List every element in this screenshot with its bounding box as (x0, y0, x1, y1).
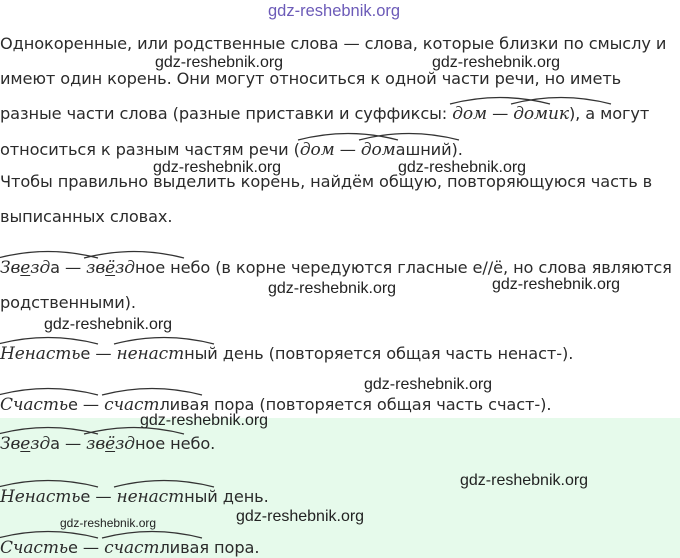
watermark: gdz-reshebnik.org (460, 472, 589, 489)
root-arc-word: звёзд (86, 258, 135, 278)
watermark: gdz-reshebnik.org (398, 159, 527, 176)
example-zvezda: Звезда — звёздное небо (в корне чередуются гласные е//ё, но слова являются (0, 258, 672, 278)
root-arc-word: Счасть (0, 395, 68, 415)
watermark: gdz-reshebnik.org (492, 276, 621, 293)
watermark: gdz-reshebnik.org (236, 508, 365, 525)
root-arc-word: Ненасть (0, 487, 80, 507)
root-arc-word: счаст (104, 538, 159, 558)
example-zvezda-line-2: родственными). (0, 293, 136, 312)
example-nenastye: Ненастье — ненастный день (повторяется общая часть ненаст-). (0, 344, 573, 364)
example-schastye: Счастье — счастливая пора (повторяется общая часть счаст-). (0, 395, 551, 415)
intro-line-1: Однокоренные, или родственные слова — слова, которые близки по смыслу и (0, 34, 667, 53)
root-arc-word: Звезд (0, 258, 50, 278)
root-arc-word: ненаст (116, 487, 184, 507)
intro-line-6: выписанных словах. (0, 207, 173, 226)
watermark: gdz-reshebnik.org (364, 376, 493, 393)
root-arc-word: дом (513, 104, 548, 124)
root-arc-word: дом (452, 104, 487, 124)
answer-schastye: Счастье — счастливая пора. (0, 538, 259, 558)
intro-line-5: Чтобы правильно выделить корень, найдём общую, повторяющуюся часть в (0, 172, 653, 191)
answer-nenastye: Ненастье — ненастный день. (0, 487, 269, 507)
watermark: gdz-reshebnik.org (44, 316, 173, 333)
intro-line-3: разные части слова (разные приставки и суффиксы: дом — домик), а могут (0, 104, 649, 124)
watermark: gdz-reshebnik.org (140, 412, 269, 429)
root-arc-word: дом (361, 140, 396, 160)
watermark: gdz-reshebnik.org (268, 2, 401, 20)
answer-zvezda: Звезда — звёздное небо. (0, 434, 215, 454)
root-arc-word: ненаст (116, 344, 184, 364)
intro-line-4: относиться к разным частям речи ( дом — домашний). (0, 140, 463, 160)
watermark: gdz-reshebnik.org (155, 54, 284, 71)
watermark: gdz-reshebnik.org (60, 516, 157, 530)
watermark: gdz-reshebnik.org (432, 54, 561, 71)
watermark: gdz-reshebnik.org (268, 280, 397, 297)
root-arc-word: Ненасть (0, 344, 80, 364)
root-arc-word: счаст (104, 395, 159, 415)
root-arc-word: Звезд (0, 434, 50, 454)
watermark: gdz-reshebnik.org (153, 159, 282, 176)
root-arc-word: звёзд (86, 434, 135, 454)
root-arc-word: дом (300, 140, 335, 160)
intro-line-2: имеют один корень. Они могут относиться к одной части речи, но иметь (0, 69, 622, 88)
root-arc-word: Счасть (0, 538, 68, 558)
